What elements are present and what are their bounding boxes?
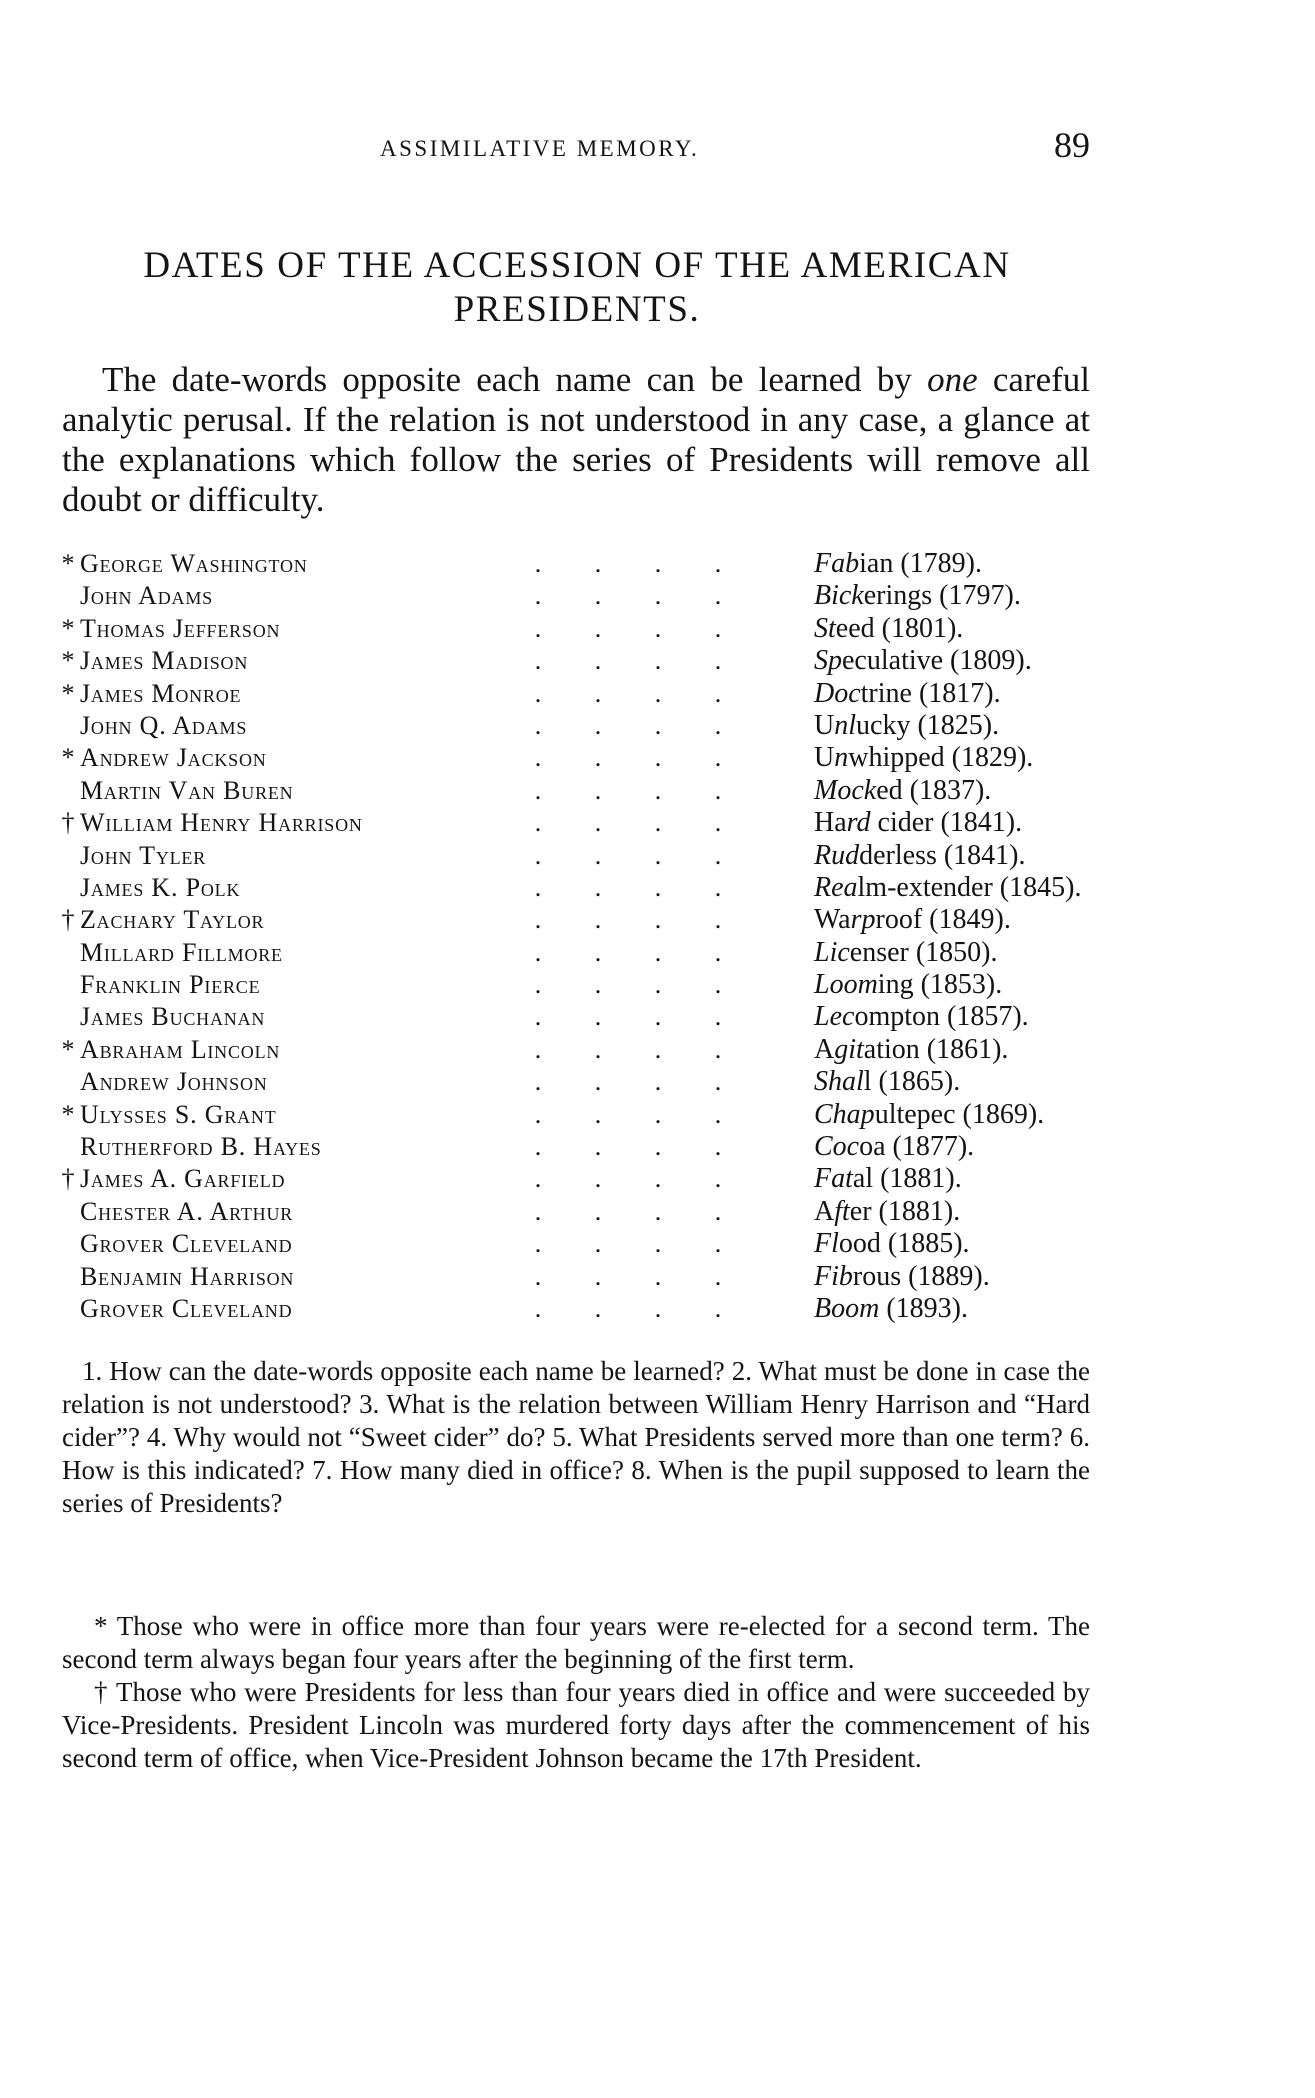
date-word-prefix: Wa: [814, 904, 851, 936]
date-word-rest: ood (1885).: [838, 1228, 970, 1260]
date-word-rest: ing (1853).: [877, 969, 1003, 1001]
date-word: [814, 710, 999, 742]
leader-dots: . . . .: [534, 710, 722, 740]
president-row: [58, 840, 1098, 872]
president-name: James Monroe: [80, 678, 242, 708]
date-word-key-letters: Sp: [814, 645, 842, 677]
president-row: [58, 807, 1098, 839]
president-name: Benjamin Harrison: [80, 1261, 295, 1291]
leader-dots: . . . .: [534, 1132, 722, 1162]
date-word-key-letters: Fab: [814, 548, 860, 579]
footnote-re-elected: * Those who were in office more than four years were re-elected for a second term. The second term always began four years after the beginning of the first term.: [62, 1611, 1090, 1674]
date-word-rest: roof (1849).: [875, 904, 1011, 936]
date-word-key-letters: Rea: [814, 871, 858, 903]
leader-dots: . . . .: [534, 1196, 722, 1226]
president-name: Grover Cleveland: [80, 1293, 293, 1323]
leader-dots: . . . .: [534, 1229, 722, 1259]
date-word: [814, 1261, 990, 1293]
president-row: [58, 969, 1098, 1001]
date-word-key-letters: Bick: [814, 580, 864, 612]
date-word-key-letters: Chap: [814, 1098, 875, 1130]
president-row: [58, 1131, 1098, 1163]
date-word-key-letters: ft: [834, 1195, 850, 1227]
date-word: [814, 840, 1026, 872]
president-row: [58, 742, 1098, 774]
president-name: James K. Polk: [80, 872, 241, 902]
date-word-key-letters: Fl: [814, 1228, 839, 1260]
section-heading: DATES OF THE ACCESSION OF THE AMERICAN PRESIDENTS.: [143, 245, 1011, 330]
date-word-rest: enser (1850).: [849, 936, 998, 968]
president-row: [58, 1293, 1098, 1325]
president-name: Chester A. Arthur: [80, 1196, 294, 1226]
date-word-key-letters: rp: [850, 904, 876, 936]
date-word: [814, 613, 963, 645]
intro-paragraph: [62, 360, 1090, 520]
term-mark: †: [61, 1164, 75, 1194]
president-name: James Madison: [80, 646, 249, 676]
president-name: Rutherford B. Hayes: [80, 1132, 322, 1162]
date-word-rest: (1893).: [879, 1292, 968, 1324]
date-word-rest: lm-extender (1845).: [857, 871, 1082, 903]
leader-dots: . . . .: [534, 1261, 722, 1291]
date-word: [814, 1293, 968, 1325]
president-name: Franklin Pierce: [80, 970, 261, 1000]
date-word-rest: eculative (1809).: [842, 645, 1032, 677]
president-row: [58, 1034, 1098, 1066]
president-name: Grover Cleveland: [80, 1229, 293, 1259]
president-row: [58, 1099, 1098, 1131]
date-word: [814, 1001, 1029, 1033]
term-mark: †: [61, 905, 75, 935]
intro-text-end: careful analytic perusal. If the relation is not understood in any case, a glance at the explanations which follow the series of Presidents will remove all doubt or difficulty.: [62, 360, 1090, 519]
date-word-prefix: U: [814, 742, 835, 774]
running-head-title: ASSIMILATIVE MEMORY.: [380, 136, 700, 161]
date-word-key-letters: Boom: [814, 1292, 880, 1324]
date-word-key-letters: Lic: [814, 936, 850, 968]
leader-dots: . . . .: [534, 808, 722, 838]
president-name: John Q. Adams: [80, 710, 248, 740]
date-word-key-letters: Doc: [814, 677, 861, 709]
date-word: [814, 678, 1001, 710]
president-row: [58, 904, 1098, 936]
date-word-key-letters: Shal: [814, 1066, 864, 1098]
term-mark: *: [61, 1034, 75, 1064]
date-word: [814, 1131, 974, 1163]
leader-dots: . . . .: [534, 1034, 722, 1064]
president-name: Andrew Jackson: [80, 743, 267, 773]
president-name: James Buchanan: [80, 1002, 266, 1032]
president-row: [58, 678, 1098, 710]
date-word-prefix: U: [814, 709, 835, 741]
footnote-died-in-office: † Those who were Presidents for less than four years died in office and were succeeded by Vice-Presidents. President Lincoln was murdered forty days after the commencement of his second term of office, when Vice-President Johnson became the 17th President.: [62, 1677, 1090, 1773]
page-number: 89: [1054, 125, 1090, 165]
intro-emphasis: one: [927, 360, 978, 399]
date-word-rest: trine (1817).: [860, 677, 1001, 709]
date-word: [814, 742, 1033, 774]
leader-dots: . . . .: [534, 581, 722, 611]
date-word-rest: eed (1801).: [835, 612, 964, 644]
president-name: Millard Fillmore: [80, 937, 283, 967]
president-name: George Washington: [80, 549, 308, 578]
date-word-key-letters: git: [834, 1033, 864, 1065]
date-word: [814, 937, 998, 969]
date-word-key-letters: Lec: [814, 1001, 855, 1033]
leader-dots: . . . .: [534, 970, 722, 1000]
date-word-key-letters: rd: [846, 807, 871, 839]
date-word-key-letters: Loom: [814, 969, 878, 1001]
president-name: Martin Van Buren: [80, 775, 294, 805]
leader-dots: . . . .: [534, 1099, 722, 1129]
president-row: [58, 872, 1098, 904]
leader-dots: . . . .: [534, 905, 722, 935]
leader-dots: . . . .: [534, 549, 722, 578]
leader-dots: . . . .: [534, 1002, 722, 1032]
term-mark: *: [61, 743, 75, 773]
president-row: [58, 775, 1098, 807]
president-name: Andrew Johnson: [80, 1067, 268, 1097]
date-word: [814, 1163, 962, 1195]
president-name: William Henry Harrison: [80, 808, 363, 838]
date-word-rest: l (1865).: [863, 1066, 961, 1098]
date-word-rest: rous (1889).: [852, 1260, 990, 1292]
date-word-prefix: A: [814, 1033, 835, 1065]
date-word: [814, 645, 1032, 677]
date-word-rest: al (1881).: [852, 1163, 962, 1195]
date-word-key-letters: Mock: [814, 774, 877, 806]
president-row: [58, 613, 1098, 645]
leader-dots: . . . .: [534, 613, 722, 643]
intro-text-start: The date-words opposite each name can be learned by: [102, 360, 928, 399]
president-row: [58, 710, 1098, 742]
date-word-rest: ompton (1857).: [854, 1001, 1029, 1033]
date-word: [814, 1099, 1044, 1131]
president-list: [58, 548, 1098, 1325]
president-name: Thomas Jefferson: [80, 613, 281, 643]
date-word: [814, 548, 982, 580]
president-row: [58, 1196, 1098, 1228]
date-word: [814, 775, 991, 807]
date-word: [814, 904, 1011, 936]
term-mark: *: [61, 549, 75, 578]
leader-dots: . . . .: [534, 775, 722, 805]
president-row: [58, 937, 1098, 969]
date-word: [814, 872, 1081, 904]
date-word-rest: ed (1837).: [876, 774, 992, 806]
president-name: John Adams: [80, 581, 213, 611]
leader-dots: . . . .: [534, 840, 722, 870]
president-row: [58, 548, 1098, 580]
term-mark: *: [61, 678, 75, 708]
term-mark: †: [61, 808, 75, 838]
president-row: [58, 1163, 1098, 1195]
leader-dots: . . . .: [534, 937, 722, 967]
date-word-key-letters: St: [814, 612, 836, 644]
leader-dots: . . . .: [534, 1164, 722, 1194]
date-word: [814, 1196, 960, 1228]
president-row: [58, 580, 1098, 612]
leader-dots: . . . .: [534, 646, 722, 676]
date-word-rest: ation (1861).: [863, 1033, 1009, 1065]
term-mark: *: [61, 646, 75, 676]
date-word: [814, 969, 1002, 1001]
date-word: [814, 807, 1022, 839]
president-row: [58, 1228, 1098, 1260]
questions-text: 1. How can the date-words opposite each name be learned? 2. What must be done in case the relation is not understood? 3. What is the relation between William Henry Harrison and “Hard cider”? 4. Why would not “Sweet cider” do? 5. What Presidents served more than one term? 6. How is this indicated? 7. How many died in office? 8. When is the pupil supposed to learn the series of Presidents?: [62, 1356, 1090, 1518]
date-word-prefix: A: [814, 1195, 835, 1227]
date-word: [814, 580, 1021, 612]
president-row: [58, 1261, 1098, 1293]
date-word-key-letters: Fib: [814, 1260, 853, 1292]
date-word: [814, 1228, 970, 1260]
date-word-rest: erings (1797).: [863, 580, 1021, 612]
term-mark: *: [61, 613, 75, 643]
date-word-rest: cider (1841).: [870, 807, 1023, 839]
leader-dots: . . . .: [534, 678, 722, 708]
date-word: [814, 1034, 1008, 1066]
date-word-rest: derless (1841).: [859, 839, 1026, 871]
president-row: [58, 1066, 1098, 1098]
president-row: [58, 645, 1098, 677]
date-word-rest: ian (1789).: [859, 548, 982, 579]
footnotes: [62, 1610, 1090, 1775]
date-word-rest: oa (1877).: [859, 1131, 975, 1163]
president-name: Ulysses S. Grant: [80, 1099, 277, 1129]
date-word-key-letters: Coc: [814, 1131, 860, 1163]
date-word-rest: ultepec (1869).: [874, 1098, 1045, 1130]
president-name: John Tyler: [80, 840, 207, 870]
leader-dots: . . . .: [534, 743, 722, 773]
leader-dots: . . . .: [534, 872, 722, 902]
date-word-key-letters: Fat: [814, 1163, 853, 1195]
date-word: [814, 1066, 960, 1098]
president-name: Abraham Lincoln: [80, 1034, 281, 1064]
date-word-rest: whipped (1829).: [848, 742, 1034, 774]
president-row: [58, 1001, 1098, 1033]
date-word-rest: ucky (1825).: [856, 709, 1000, 741]
president-name: James A. Garfield: [80, 1164, 286, 1194]
date-word-key-letters: Rud: [814, 839, 860, 871]
term-mark: *: [61, 1099, 75, 1129]
date-word-rest: er (1881).: [849, 1195, 961, 1227]
leader-dots: . . . .: [534, 1293, 722, 1323]
date-word-prefix: Ha: [814, 807, 847, 839]
date-word-key-letters: nl: [834, 709, 857, 741]
leader-dots: . . . .: [534, 1067, 722, 1097]
review-questions: [62, 1355, 1090, 1520]
president-name: Zachary Taylor: [80, 905, 265, 935]
date-word-key-letters: n: [834, 742, 849, 774]
